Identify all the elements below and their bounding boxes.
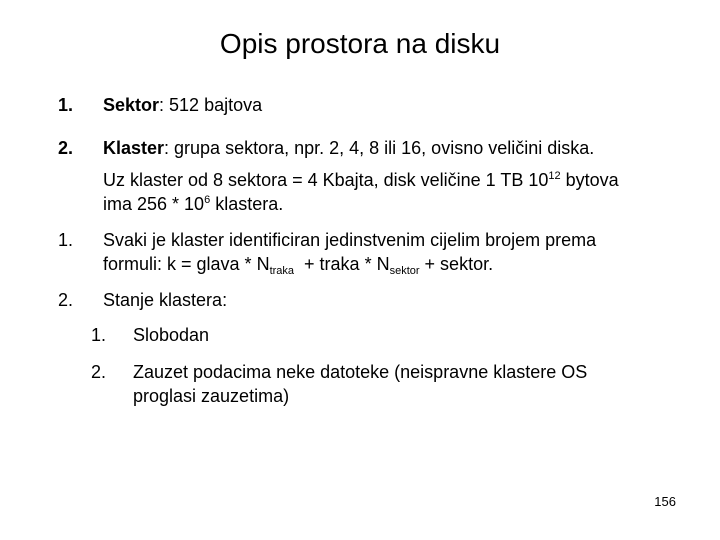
list2-item-1-number: 1. (58, 230, 74, 250)
sublist-item-2-line-1: Zauzet podacima neke datoteke (neispravne klastere OS (133, 362, 588, 382)
note-line-2-suffix: klastera. (210, 194, 284, 214)
formula-part-2: + traka * N (294, 254, 390, 274)
page-number: 156 (654, 494, 676, 509)
formula-subscript-traka: traka (269, 265, 295, 277)
item-1 (103, 93, 262, 117)
note-line-1-text: Uz klaster od 8 sektora = 4 Kbajta, disk veličine 1 TB 10 (103, 170, 549, 190)
formula-part-1: formuli: k = glava * N (103, 254, 270, 274)
list2-item-1-line-1: Svaki je klaster identificiran jedinstvenim cijelim brojem prema (103, 230, 597, 250)
list2-item-2-number: 2. (58, 290, 74, 310)
item-1-number: 1. (58, 95, 74, 115)
note-exponent-12: 12 (548, 170, 561, 182)
item-2 (103, 136, 594, 160)
note-line-2 (103, 192, 283, 216)
item-2-label: Klaster (103, 138, 165, 158)
sublist-item-2-line-2: proglasi zauzetima) (133, 386, 290, 406)
sublist-item-1-number: 1. (91, 325, 107, 345)
note-exponent-6: 6 (204, 194, 211, 206)
item-2-number: 2. (58, 138, 74, 158)
item-1-text: : 512 bajtova (159, 95, 263, 115)
note-line-2-text: ima 256 * 10 (103, 194, 205, 214)
sublist-item-1: Slobodan (133, 325, 210, 345)
slide-title: Opis prostora na disku (219, 28, 501, 59)
list2-item-1-line-2 (103, 252, 493, 276)
formula-subscript-sektor: sektor (389, 265, 420, 277)
note-line-1 (103, 168, 619, 192)
note-line-1-suffix: bytova (560, 170, 619, 190)
formula-part-3: + sektor. (419, 254, 494, 274)
sublist-item-2-number: 2. (91, 362, 107, 382)
item-1-label: Sektor (103, 95, 160, 115)
item-2-text: : grupa sektora, npr. 2, 4, 8 ili 16, ovisno veličini diska. (164, 138, 595, 158)
list2-item-2: Stanje klastera: (103, 290, 228, 310)
